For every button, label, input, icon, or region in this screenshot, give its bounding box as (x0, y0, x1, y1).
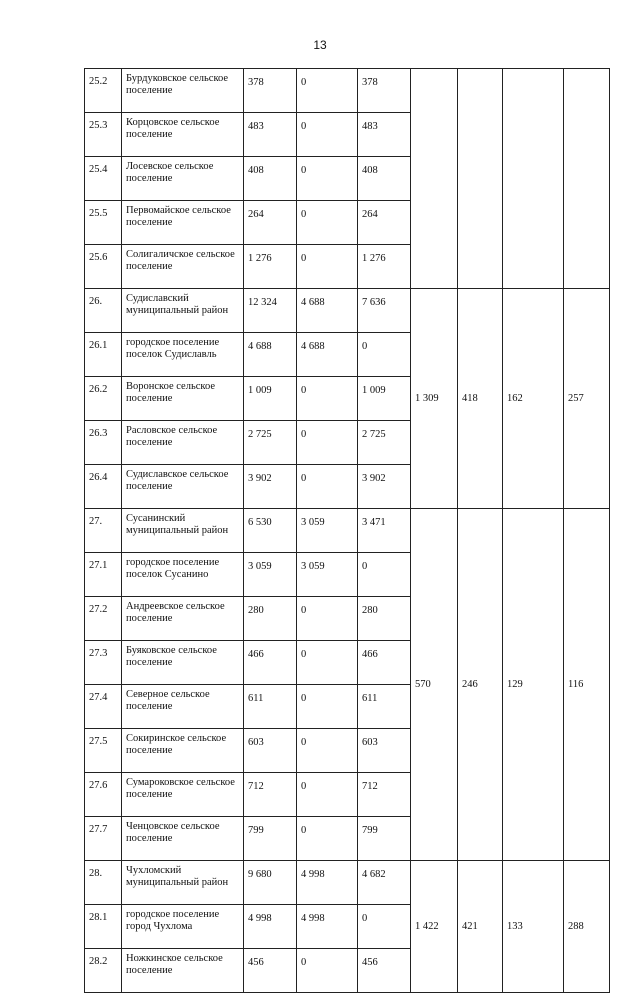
settlement-name-cell: Первомайское сельское поселение (122, 201, 244, 245)
value-rural-cell: 4 682 (358, 861, 411, 905)
settlement-name-cell: Андреевское сельское поселение (122, 597, 244, 641)
value-city-cell: 0 (297, 113, 358, 157)
value-rural-cell: 483 (358, 113, 411, 157)
value-city-cell: 4 998 (297, 861, 358, 905)
value-city-cell: 0 (297, 421, 358, 465)
group-total-cell: 116 (564, 509, 610, 861)
value-rural-cell: 3 471 (358, 509, 411, 553)
value-total-cell: 280 (244, 597, 297, 641)
table-row (85, 69, 610, 113)
group-total-cell: 1 309 (411, 289, 458, 509)
value-total-cell: 603 (244, 729, 297, 773)
settlement-name-cell: Сусанинский муниципальный район (122, 509, 244, 553)
row-number-cell: 25.3 (85, 113, 122, 157)
value-total-cell: 1 276 (244, 245, 297, 289)
settlement-name-cell: Солигаличское сельское поселение (122, 245, 244, 289)
value-rural-cell: 712 (358, 773, 411, 817)
value-rural-cell: 378 (358, 69, 411, 113)
value-total-cell: 378 (244, 69, 297, 113)
value-rural-cell: 466 (358, 641, 411, 685)
row-number-cell: 27.3 (85, 641, 122, 685)
settlement-name-cell: Ченцовское сельское поселение (122, 817, 244, 861)
value-total-cell: 4 688 (244, 333, 297, 377)
value-rural-cell: 0 (358, 333, 411, 377)
value-total-cell: 6 530 (244, 509, 297, 553)
settlement-name-cell: городское поселение поселок Сусанино (122, 553, 244, 597)
value-total-cell: 12 324 (244, 289, 297, 333)
group-total-cell: 129 (503, 509, 564, 861)
row-number-cell: 25.5 (85, 201, 122, 245)
value-total-cell: 9 680 (244, 861, 297, 905)
value-total-cell: 483 (244, 113, 297, 157)
value-city-cell: 4 688 (297, 289, 358, 333)
settlement-name-cell: Расловское сельское поселение (122, 421, 244, 465)
group-total-cell: 1 422 (411, 861, 458, 993)
value-rural-cell: 1 009 (358, 377, 411, 421)
row-number-cell: 28.1 (85, 905, 122, 949)
value-total-cell: 3 902 (244, 465, 297, 509)
value-city-cell: 0 (297, 949, 358, 993)
value-city-cell: 4 998 (297, 905, 358, 949)
value-rural-cell: 264 (358, 201, 411, 245)
settlement-name-cell: Воронское сельское поселение (122, 377, 244, 421)
value-total-cell: 799 (244, 817, 297, 861)
value-rural-cell: 280 (358, 597, 411, 641)
settlement-name-cell: Сумароковское сельское поселение (122, 773, 244, 817)
value-total-cell: 2 725 (244, 421, 297, 465)
settlement-name-cell: Судиславский муниципальный район (122, 289, 244, 333)
value-rural-cell: 0 (358, 905, 411, 949)
value-total-cell: 4 998 (244, 905, 297, 949)
value-rural-cell: 799 (358, 817, 411, 861)
row-number-cell: 25.2 (85, 69, 122, 113)
row-number-cell: 27.7 (85, 817, 122, 861)
value-total-cell: 1 009 (244, 377, 297, 421)
settlement-name-cell: Сокиринское сельское поселение (122, 729, 244, 773)
value-city-cell: 0 (297, 201, 358, 245)
row-number-cell: 28. (85, 861, 122, 905)
settlement-name-cell: Лосевское сельское поселение (122, 157, 244, 201)
settlement-name-cell: Буяковское сельское поселение (122, 641, 244, 685)
value-rural-cell: 7 636 (358, 289, 411, 333)
value-city-cell: 0 (297, 245, 358, 289)
value-rural-cell: 408 (358, 157, 411, 201)
group-total-cell: 288 (564, 861, 610, 993)
settlement-name-cell: городское поселение город Чухлома (122, 905, 244, 949)
group-total-cell: 418 (458, 289, 503, 509)
value-rural-cell: 2 725 (358, 421, 411, 465)
settlement-name-cell: Судиславское сельское поселение (122, 465, 244, 509)
group-total-cell (458, 69, 503, 289)
value-total-cell: 3 059 (244, 553, 297, 597)
value-total-cell: 466 (244, 641, 297, 685)
group-total-cell: 246 (458, 509, 503, 861)
settlement-name-cell: Северное сельское поселение (122, 685, 244, 729)
value-rural-cell: 456 (358, 949, 411, 993)
row-number-cell: 27.6 (85, 773, 122, 817)
settlement-name-cell: Корцовское сельское поселение (122, 113, 244, 157)
value-city-cell: 0 (297, 157, 358, 201)
value-city-cell: 0 (297, 729, 358, 773)
value-city-cell: 0 (297, 465, 358, 509)
table-row (85, 509, 610, 553)
row-number-cell: 28.2 (85, 949, 122, 993)
value-city-cell: 3 059 (297, 509, 358, 553)
value-total-cell: 408 (244, 157, 297, 201)
value-city-cell: 3 059 (297, 553, 358, 597)
row-number-cell: 25.6 (85, 245, 122, 289)
table-row (85, 289, 610, 333)
row-number-cell: 26.1 (85, 333, 122, 377)
row-number-cell: 25.4 (85, 157, 122, 201)
group-total-cell (503, 69, 564, 289)
row-number-cell: 27.4 (85, 685, 122, 729)
value-rural-cell: 0 (358, 553, 411, 597)
settlement-name-cell: Чухломский муниципальный район (122, 861, 244, 905)
value-city-cell: 0 (297, 817, 358, 861)
value-total-cell: 611 (244, 685, 297, 729)
row-number-cell: 26.3 (85, 421, 122, 465)
value-rural-cell: 611 (358, 685, 411, 729)
value-city-cell: 0 (297, 773, 358, 817)
row-number-cell: 27. (85, 509, 122, 553)
page-number: 13 (313, 38, 327, 52)
value-city-cell: 0 (297, 685, 358, 729)
row-number-cell: 27.2 (85, 597, 122, 641)
value-city-cell: 4 688 (297, 333, 358, 377)
allocation-table (84, 68, 610, 993)
value-total-cell: 712 (244, 773, 297, 817)
group-total-cell: 421 (458, 861, 503, 993)
group-total-cell: 570 (411, 509, 458, 861)
row-number-cell: 27.5 (85, 729, 122, 773)
group-total-cell: 257 (564, 289, 610, 509)
group-total-cell: 162 (503, 289, 564, 509)
value-rural-cell: 603 (358, 729, 411, 773)
value-city-cell: 0 (297, 597, 358, 641)
group-total-cell (411, 69, 458, 289)
value-total-cell: 264 (244, 201, 297, 245)
row-number-cell: 26.2 (85, 377, 122, 421)
row-number-cell: 27.1 (85, 553, 122, 597)
value-rural-cell: 1 276 (358, 245, 411, 289)
settlement-name-cell: Бурдуковское сельское поселение (122, 69, 244, 113)
settlement-name-cell: городское поселение поселок Судиславль (122, 333, 244, 377)
value-total-cell: 456 (244, 949, 297, 993)
group-total-cell (564, 69, 610, 289)
value-city-cell: 0 (297, 377, 358, 421)
table-row (85, 861, 610, 905)
value-city-cell: 0 (297, 641, 358, 685)
value-rural-cell: 3 902 (358, 465, 411, 509)
row-number-cell: 26.4 (85, 465, 122, 509)
group-total-cell: 133 (503, 861, 564, 993)
row-number-cell: 26. (85, 289, 122, 333)
settlement-name-cell: Ножкинское сельское поселение (122, 949, 244, 993)
value-city-cell: 0 (297, 69, 358, 113)
